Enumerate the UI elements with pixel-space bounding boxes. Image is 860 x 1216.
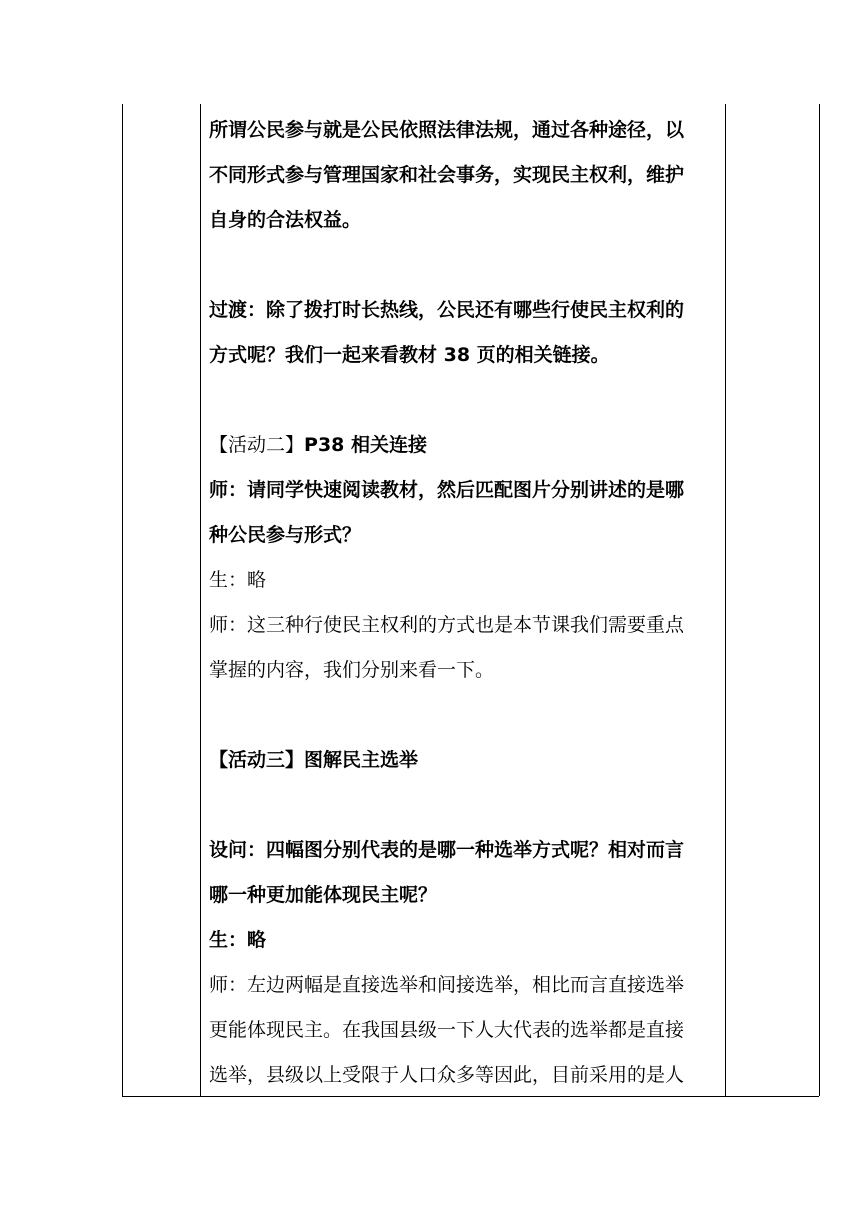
- table-divider-1: [200, 104, 201, 1096]
- student-answer: 生：略: [209, 569, 267, 591]
- student-answer-bold: 生：略: [209, 929, 267, 951]
- question-line: 设问：四幅图分别代表的是哪一种选举方式呢？相对而言: [209, 839, 685, 861]
- definition-line: 自身的合法权益。: [209, 209, 362, 231]
- teacher-answer-line: 掌握的内容，我们分别来看一下。: [209, 659, 495, 681]
- teacher-explanation-line: 选举，县级以上受限于人口众多等因此，目前采用的是人: [209, 1064, 685, 1086]
- teacher-explanation-line: 师：左边两幅是直接选举和间接选举，相比而言直接选举: [209, 974, 685, 996]
- activity2-bracket: 【活动二】: [209, 434, 305, 456]
- question-line: 哪一种更加能体现民主呢？: [209, 884, 438, 906]
- definition-line: 不同形式参与管理国家和社会事务，实现民主权利，维护: [209, 164, 685, 186]
- teacher-question-line: 师：请同学快速阅读教材，然后匹配图片分别讲述的是哪: [209, 479, 685, 501]
- activity2-title: P38 相关连接: [304, 434, 427, 456]
- teacher-question-line: 种公民参与形式？: [209, 524, 362, 546]
- table-divider-2: [725, 104, 726, 1096]
- transition-line: 方式呢？我们一起来看教材 38 页的相关链接。: [209, 344, 610, 366]
- activity3-heading: 【活动三】图解民主选举: [209, 749, 419, 771]
- table-cell-content: [209, 108, 719, 1098]
- transition-line: 过渡：除了拨打时长热线，公民还有哪些行使民主权利的: [209, 299, 685, 321]
- activity2-heading: [209, 423, 719, 468]
- definition-line: 所谓公民参与就是公民依照法律法规，通过各种途径，以: [209, 119, 685, 141]
- teacher-answer-line: 师：这三种行使民主权利的方式也是本节课我们需要重点: [209, 614, 685, 636]
- table-border-right: [819, 104, 820, 1096]
- teacher-explanation-line: 更能体现民主。在我国县级一下人大代表的选举都是直接: [209, 1019, 685, 1041]
- table-border-left: [122, 104, 123, 1096]
